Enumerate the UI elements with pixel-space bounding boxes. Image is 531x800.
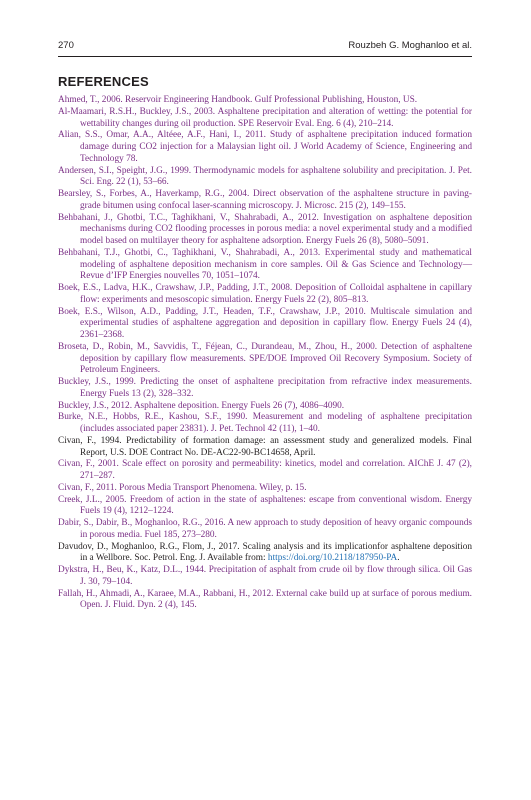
reference-item[interactable] [58,107,472,131]
reference-item[interactable] [58,589,472,613]
reference-item[interactable] [58,412,472,436]
reference-text: Boek, E.S., Ladva, H.K., Crawshaw, J.P., Padding, J.T., 2008. Deposition of Colloidal asphaltene in capillary flow: experiments and mesoscopic simulation. Energy Fuels 22 (2), 805–813. [58,283,472,305]
reference-text: Dykstra, H., Beu, K., Katz, D.L., 1944. Precipitation of asphalt from crude oil by flow through silica. Oil Gas J. 30, 79–104. [58,565,472,587]
reference-item[interactable] [58,213,472,248]
reference-tail: . [397,553,400,564]
reference-text: Creek, J.L., 2005. Freedom of action in the state of asphaltenes: escape from conventional wisdom. Energy Fuels 19 (4), 1212–1224. [58,494,472,517]
header-rule [58,56,472,57]
reference-item[interactable] [58,166,472,190]
section-title: REFERENCES [58,74,149,89]
reference-item[interactable] [58,283,472,307]
reference-item[interactable] [58,483,472,495]
reference-text: Civan, F., 2001. Scale effect on porosity and permeability: kinetics, model and correlation. AIChE J. 47 (2), 271–287. [58,459,472,481]
reference-item[interactable] [58,495,472,519]
reference-text: Buckley, J.S., 2012. Asphaltene deposition. Energy Fuels 26 (7), 4086–4090. [58,400,345,411]
reference-text: Civan, F., 2011. Porous Media Transport Phenomena. Wiley, p. 15. [58,482,307,493]
reference-list [58,95,472,612]
reference-text: Bearsley, S., Forbes, A., Haverkamp, R.G., 2004. Direct observation of the asphaltene structure in paving-grade bitumen using confocal laser-scanning microscopy. J. Microsc. 215 (2), 149–155. [58,189,472,211]
reference-item[interactable] [58,377,472,401]
reference-text: Behbahani, J., Ghotbi, T.C., Taghikhani, V., Shahrabadi, A., 2012. Investigation on asphaltene deposition mechanisms during CO2 flooding processes in porous media: a novel experimental study and a modified model based on multilayer theory for asphaltene adsorption. Energy Fuels 26 (8), 5080–5091. [58,212,472,246]
reference-item[interactable] [58,565,472,589]
running-header [58,38,472,54]
reference-text: Dabir, S., Dabir, B., Moghanloo, R.G., 2016. A new approach to study deposition of heavy organic compounds in porous media. Fuel 185, 273–280. [58,518,472,540]
reference-text: Civan, F., 1994. Predictability of formation damage: an assessment study and generalized models. Final Report, U.S. DOE Contract No. DE-AC22-90-BC14658, April. [58,435,472,458]
running-author: Rouzbeh G. Moghanloo et al. [348,40,472,51]
reference-item[interactable] [58,436,472,460]
reference-text: Alian, S.S., Omar, A.A., Altéee, A.F., Hani, I., 2011. Study of asphaltene precipitation induced formation damage during CO2 injection for a Malaysian light oil. J World Academy of Science, Engineering and Technology 78. [58,130,472,164]
reference-text: Behbahani, T.J., Ghotbi, C., Taghikhani, V., Shahrabadi, A., 2013. Experimental study and mathematical modeling of asphaltene deposition mechanism in core samples. Oil & Gas Science and Technology—Revue d’IFP Energies nouvelles 70, 1051–1074. [58,247,472,282]
reference-item[interactable] [58,307,472,342]
reference-text: Burke, N.E., Hobbs, R.E., Kashou, S.F., 1990. Measurement and modeling of asphaltene precipitation (includes associated paper 23831). J. Pet. Technol 42 (11), 1–40. [58,412,472,434]
reference-item[interactable] [58,130,472,165]
reference-text: Al-Maamari, R.S.H., Buckley, J.S., 2003. Asphaltene precipitation and alteration of wetting: the potential for wettability changes during oil production. SPE Reservoir Eval. Eng. 6 (4), 210–214. [58,106,472,129]
reference-item[interactable] [58,248,472,283]
reference-item[interactable] [58,518,472,542]
reference-text: Ahmed, T., 2006. Reservoir Engineering Handbook. Gulf Professional Publishing, Houston, US. [58,95,418,105]
reference-text: Andersen, S.I., Speight, J.G., 1999. Thermodynamic models for asphaltene solubility and precipitation. J. Pet. Sci. Eng. 22 (1), 53–66. [58,165,472,188]
reference-text: Davudov, D., Moghanloo, R.G., Flom, J., 2017. Scaling analysis and its implicationfor asphaltene deposition in a Wellbore. Soc. Petrol. Eng. J. Available from: [58,541,472,564]
reference-item[interactable] [58,95,472,107]
reference-text: Broseta, D., Robin, M., Savvidis, T., Féjean, C., Durandeau, M., Zhou, H., 2000. Detection of asphaltene deposition by capillary flow measurements. SPE/DOE Improved Oil Recovery Symposium. Society of Petroleum Engineers. [58,341,472,376]
reference-text: Boek, E.S., Wilson, A.D., Padding, J.T., Headen, T.F., Crawshaw, J.P., 2010. Multiscale simulation and experimental studies of asphaltene aggregation and deposition in capillary flow. Energy Fuels 24 (4), 2361–2368. [58,306,472,340]
reference-item[interactable] [58,542,472,566]
reference-item[interactable] [58,189,472,213]
reference-item[interactable] [58,459,472,483]
doi-link[interactable]: https://doi.org/10.2118/187950-PA [267,553,398,564]
reference-item[interactable] [58,342,472,377]
reference-text: Buckley, J.S., 1999. Predicting the onset of asphaltene precipitation from refractive index measurements. Energy Fuels 13 (2), 328–332. [58,377,472,399]
page-number: 270 [58,40,74,51]
reference-text: Fallah, H., Ahmadi, A., Karaee, M.A., Rabbani, H., 2012. External cake build up at surface of porous medium. Open. J. Fluid. Dyn. 2 (4), 145. [58,588,472,611]
reference-item[interactable] [58,401,472,413]
